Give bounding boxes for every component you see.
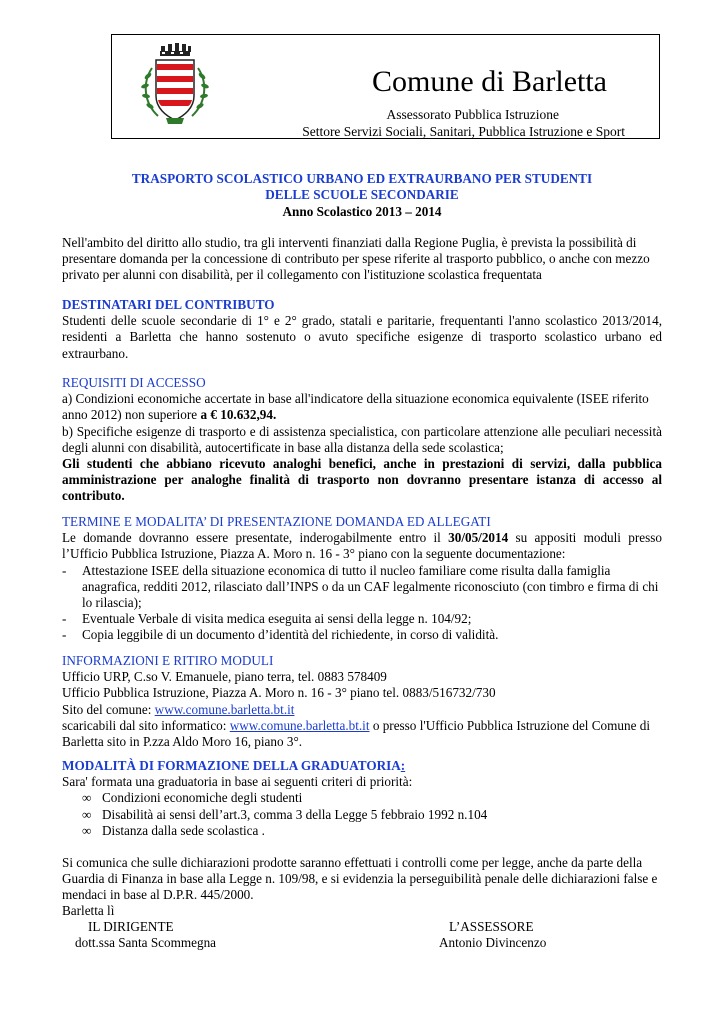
termine-text-after: su appositi moduli presso l’Ufficio Pubblica Istruzione, Piazza A. Moro n. 16 - 3° piano con la seguente documentazione: [62,530,662,562]
site-link[interactable]: www.comune.barletta.bt.it [154,701,295,717]
graduatoria-title-text: MODALITÀ DI FORMAZIONE DELLA GRADUATORIA [62,758,401,773]
assessore-role: L’ASSESSORE [449,919,534,934]
infinity-bullet-icon: ∞ [82,790,92,806]
destinatari-text: Studenti delle scuole secondarie di 1° e 2° grado, statali e paritarie, frequentanti l'anno scolastico 2013/2014, residenti a Barletta che hanno sostenuto o avuto specifiche esigenze di trasporto scolastico urbano ed extraurbano. [62,313,662,361]
termine-text-before: Le domande dovranno essere presentate, inderogabilmente entro il [62,530,449,546]
list-item-text: Copia leggibile di un documento d’identità del richiedente, in corso di validità. [82,627,499,643]
requisiti-note: Gli studenti che abbiano ricevuto analoghi benefici, anche in prestazioni di servizi, dalla pubblica amministrazione per analoghe finalità di trasporto non dovranno presentare istanza di accesso al contributo. [62,456,662,504]
list-item [62,823,662,839]
site-label: Sito del comune: [62,701,155,717]
infinity-bullet-icon: ∞ [82,806,92,822]
letterhead [111,34,660,139]
section-destinatari [62,297,662,362]
list-item-text: Distanza dalla sede scolastica . [102,822,265,838]
download-text-before: scaricabili dal sito informatico: [62,717,230,733]
city-title: Comune di Barletta [372,65,607,98]
section-termine [62,514,662,644]
deadline-date: 30/05/2014 [448,530,509,546]
office-line: Ufficio Pubblica Istruzione, Piazza A. Moro n. 16 - 3° piano tel. 0883/516732/730 [62,685,496,701]
info-title: INFORMAZIONI E RITIRO MODULI [62,653,274,668]
dirigente-role: IL DIRIGENTE [88,919,174,934]
list-item: - Copia leggibile di un documento d’identità del richiedente, in corso di validità. [62,627,499,643]
crest-icon [138,38,212,132]
list-item-text: Disabilità ai sensi dell’art.3, comma 3 della Legge 5 febbraio 1992 n.104 [102,806,488,822]
download-link[interactable]: www.comune.barletta.bt.it [229,717,370,733]
intro-paragraph: Nell'ambito del diritto allo studio, tra gli interventi finanziati dalla Regione Puglia, è prevista la possibilità di presentare domanda per la concessione di contributo per spese riferite al trasporto pubblico, o anche con mezzo privato per alunni con disabilità, per il collegamento con l'istituzione scolastica frequentata [62,235,650,283]
graduatoria-text: Sara' formata una graduatoria in base ai seguenti criteri di priorità: [62,774,413,790]
infinity-bullet-icon: ∞ [82,822,92,838]
title-line-2: DELLE SCUOLE SECONDARIE [265,187,459,203]
destinatari-title: DESTINATARI DEL CONTRIBUTO [62,297,275,312]
list-item [62,807,662,823]
list-item: - Attestazione ISEE della situazione economica di tutto il nucleo familiare come risulta dalla famiglia anagrafica, redditi 2012, rilasciato dall’INPS o da un CAF legalmente riconosciuto (con timbro e firma di chi lo rilascia); [62,562,659,611]
sector-name: Settore Servizi Sociali, Sanitari, Pubblica Istruzione e Sport [302,124,625,139]
list-item-text: Attestazione ISEE della situazione economica di tutto il nucleo familiare come risulta dalla famiglia anagrafica, redditi 2012, rilasciato dall’INPS o da un CAF legalmente riconosciuto (con timbro e firma di chi lo rilascia); [82,562,659,611]
section-info [62,653,662,750]
download-text-after: o presso l'Ufficio Pubblica Istruzione del Comune di Barletta sito in P.zza Aldo Moro 16, piano 3°. [62,717,651,750]
graduatoria-title-tail: : [400,758,406,773]
requisiti-title: REQUISITI DI ACCESSO [62,375,206,390]
graduatoria-title [62,758,662,774]
section-graduatoria [62,758,662,839]
requisiti-b-text: b) Specifiche esigenze di trasporto e di assistenza specialistica, con particolare attenzione alle peculiari necessità degli alunni con disabilità, autocertificate in base alla distanza della sede scolastica; [62,423,662,455]
list-item-text: Eventuale Verbale di visita medica eseguita ai sensi della legge n. 104/92; [82,611,472,627]
department-name: Assessorato Pubblica Istruzione [386,107,559,122]
section-requisiti [62,375,662,505]
assessore-name: Antonio Divincenzo [439,935,547,950]
urp-line: Ufficio URP, C.so V. Emanuele, piano terra, tel. 0883 578409 [62,669,387,685]
dirigente-name: dott.ssa Santa Scommegna [75,935,217,950]
place-date: Barletta lì [62,903,115,918]
title-line-1: TRASPORTO SCOLASTICO URBANO ED EXTRAURBANO PER STUDENTI [131,171,593,186]
closing-paragraph: Si comunica che sulle dichiarazioni prodotte saranno effettuati i controlli come per legge, anche da parte della Guardia di Finanza in base alla Legge n. 109/98, e si evidenzia la perseguibilità penale delle dichiarazioni false e mendaci in base al D.P.R. 445/2000. [62,855,658,903]
list-item: - Eventuale Verbale di visita medica eseguita ai sensi della legge n. 104/92; [62,611,472,627]
list-item-text: Condizioni economiche degli studenti [102,790,303,806]
document-title [62,171,662,203]
school-year: Anno Scolastico 2013 – 2014 [282,204,442,219]
isee-threshold: a € 10.632,94. [200,407,277,423]
requisiti-a-text: a) Condizioni economiche accertate in base all'indicatore della situazione economica equivalente (ISEE riferito anno 2012) non superiore [62,391,649,423]
list-item [62,790,662,806]
termine-title: TERMINE E MODALITA’ DI PRESENTAZIONE DOMANDA ED ALLEGATI [62,514,491,529]
